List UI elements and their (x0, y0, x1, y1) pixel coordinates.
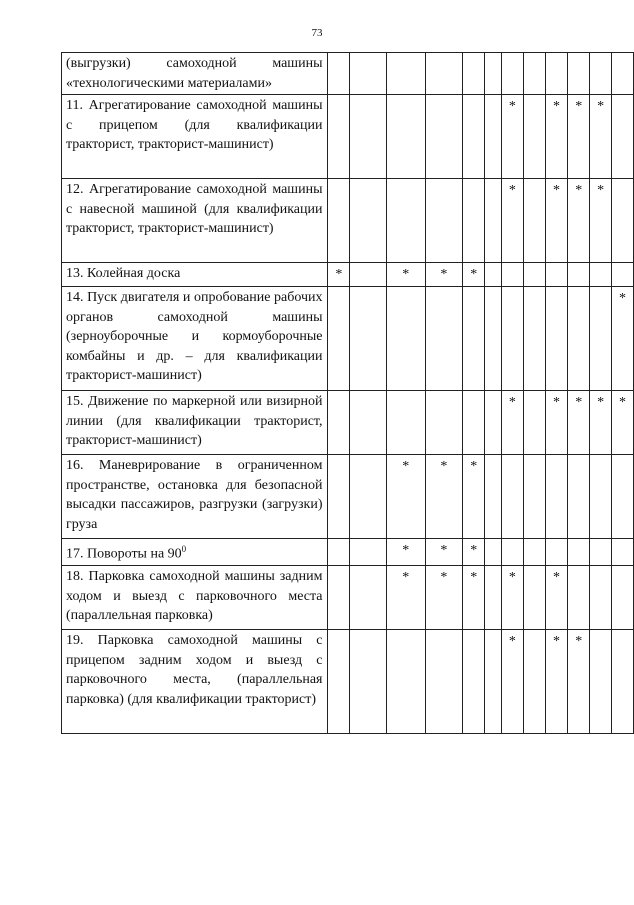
mark-cell (612, 566, 634, 630)
mark-cell (612, 630, 634, 734)
mark-cell: * (568, 179, 590, 263)
mark-cell (501, 53, 523, 95)
row-label: 19. Парковка самоходной машины с прицепом задним ходом и выезд с парковочного места, (параллельная парковка) (для квалификации тракторист) (66, 633, 323, 707)
mark-cell: * (590, 95, 612, 179)
table-row (62, 53, 634, 95)
row-label-cell (62, 287, 328, 391)
table-row (62, 179, 634, 263)
mark-cell: * (425, 263, 463, 287)
mark-cell (485, 95, 502, 179)
mark-cell: * (545, 566, 568, 630)
mark-cell (485, 179, 502, 263)
mark-cell (590, 287, 612, 391)
mark-cell: * (568, 391, 590, 455)
row-label-cell (62, 566, 328, 630)
mark-cell (350, 630, 387, 734)
mark-cell (386, 179, 425, 263)
mark-cell (612, 539, 634, 566)
mark-cell (425, 95, 463, 179)
mark-cell: * (501, 179, 523, 263)
mark-cell: * (425, 539, 463, 566)
mark-cell (501, 287, 523, 391)
mark-cell (523, 391, 545, 455)
requirements-table (61, 52, 634, 734)
mark-cell (328, 630, 350, 734)
row-label-cell (62, 391, 328, 455)
mark-cell (350, 95, 387, 179)
mark-cell (523, 630, 545, 734)
mark-cell: * (545, 179, 568, 263)
mark-cell (350, 287, 387, 391)
mark-cell (350, 179, 387, 263)
mark-cell (545, 539, 568, 566)
mark-cell: * (463, 263, 485, 287)
row-label-cell (62, 455, 328, 539)
row-label-cell (62, 539, 328, 566)
mark-cell (523, 455, 545, 539)
mark-cell: * (590, 391, 612, 455)
row-label: 14. Пуск двигателя и опробование рабочих органов самоходной машины (зерноуборочные и кормоуборочные комбайны и др. – для квалификации тракторист-машинист) (66, 290, 323, 383)
table-row (62, 455, 634, 539)
table-row (62, 263, 634, 287)
mark-cell (350, 391, 387, 455)
table-row (62, 566, 634, 630)
page-number: 73 (311, 27, 323, 39)
mark-cell (501, 455, 523, 539)
mark-cell: * (501, 566, 523, 630)
table-row (62, 391, 634, 455)
mark-cell (545, 455, 568, 539)
row-label: 11. Агрегатирование самоходной машины с прицепом (для квалификации тракторист, тракторист-машинист) (66, 98, 323, 152)
mark-cell (612, 455, 634, 539)
mark-cell (350, 263, 387, 287)
mark-cell: * (545, 95, 568, 179)
mark-cell (523, 53, 545, 95)
mark-cell (568, 263, 590, 287)
mark-cell (485, 53, 502, 95)
mark-cell (568, 539, 590, 566)
mark-cell: * (386, 566, 425, 630)
mark-cell (425, 179, 463, 263)
mark-cell (386, 53, 425, 95)
mark-cell (485, 630, 502, 734)
mark-cell (523, 566, 545, 630)
row-label: (выгрузки) самоходной машины «технологическими материалами» (66, 56, 323, 91)
mark-cell (568, 455, 590, 539)
mark-cell: * (501, 391, 523, 455)
table-body (62, 53, 634, 734)
row-label: 16. Маневрирование в ограниченном пространстве, остановка для безопасной высадки пассажиров, разгрузки (загрузки) груза (66, 458, 323, 532)
mark-cell (523, 95, 545, 179)
mark-cell: * (568, 95, 590, 179)
mark-cell: * (463, 566, 485, 630)
mark-cell (463, 53, 485, 95)
mark-cell (328, 179, 350, 263)
table-row (62, 287, 634, 391)
table-row (62, 539, 634, 566)
row-label-cell (62, 263, 328, 287)
mark-cell (350, 539, 387, 566)
mark-cell (350, 455, 387, 539)
mark-cell (545, 53, 568, 95)
mark-cell (328, 539, 350, 566)
mark-cell (425, 53, 463, 95)
mark-cell (463, 630, 485, 734)
mark-cell (328, 53, 350, 95)
mark-cell (350, 53, 387, 95)
mark-cell (523, 263, 545, 287)
mark-cell: * (590, 179, 612, 263)
mark-cell: * (501, 630, 523, 734)
mark-cell: * (463, 539, 485, 566)
mark-cell: * (386, 263, 425, 287)
degree-superscript: 0 (181, 544, 187, 554)
mark-cell (612, 53, 634, 95)
mark-cell (328, 455, 350, 539)
mark-cell (328, 287, 350, 391)
mark-cell (485, 287, 502, 391)
row-label: 12. Агрегатирование самоходной машины с навесной машиной (для квалификации тракторист, тракторист-машинист) (66, 182, 323, 236)
table-row (62, 95, 634, 179)
row-label: 17. Повороты на 90 (66, 546, 182, 562)
mark-cell: * (568, 630, 590, 734)
mark-cell (328, 566, 350, 630)
mark-cell: * (425, 566, 463, 630)
mark-cell: * (545, 630, 568, 734)
mark-cell (425, 287, 463, 391)
mark-cell (501, 263, 523, 287)
mark-cell (590, 539, 612, 566)
mark-cell (485, 263, 502, 287)
row-label-cell (62, 179, 328, 263)
mark-cell (568, 53, 590, 95)
mark-cell: * (612, 391, 634, 455)
mark-cell: * (328, 263, 350, 287)
mark-cell: * (545, 391, 568, 455)
mark-cell (545, 287, 568, 391)
mark-cell (463, 287, 485, 391)
mark-cell: * (463, 455, 485, 539)
table-row (62, 630, 634, 734)
mark-cell (612, 95, 634, 179)
mark-cell (485, 539, 502, 566)
mark-cell (568, 566, 590, 630)
mark-cell (523, 179, 545, 263)
mark-cell (612, 263, 634, 287)
mark-cell (545, 263, 568, 287)
mark-cell (386, 95, 425, 179)
row-label-cell (62, 53, 328, 95)
row-label: 18. Парковка самоходной машины задним ходом и выезд с парковочного места (параллельная парковка) (66, 569, 323, 624)
mark-cell (425, 391, 463, 455)
mark-cell (386, 391, 425, 455)
mark-cell (485, 566, 502, 630)
mark-cell (523, 539, 545, 566)
mark-cell (485, 391, 502, 455)
mark-cell (463, 391, 485, 455)
mark-cell (425, 630, 463, 734)
mark-cell (568, 287, 590, 391)
row-label: 15. Движение по маркерной или визирной линии (для квалификации тракторист, тракторист-машинист) (66, 394, 323, 448)
mark-cell (328, 95, 350, 179)
mark-cell: * (386, 455, 425, 539)
row-label-cell (62, 95, 328, 179)
mark-cell (386, 630, 425, 734)
mark-cell (590, 53, 612, 95)
mark-cell (386, 287, 425, 391)
mark-cell (590, 263, 612, 287)
mark-cell (350, 566, 387, 630)
row-label-cell (62, 630, 328, 734)
mark-cell (612, 179, 634, 263)
mark-cell (328, 391, 350, 455)
mark-cell (463, 179, 485, 263)
mark-cell (463, 95, 485, 179)
mark-cell: * (501, 95, 523, 179)
mark-cell (590, 566, 612, 630)
mark-cell: * (425, 455, 463, 539)
mark-cell: * (612, 287, 634, 391)
mark-cell (485, 455, 502, 539)
mark-cell (523, 287, 545, 391)
mark-cell (501, 539, 523, 566)
mark-cell (590, 455, 612, 539)
mark-cell (590, 630, 612, 734)
row-label: 13. Колейная доска (66, 266, 181, 281)
mark-cell: * (386, 539, 425, 566)
